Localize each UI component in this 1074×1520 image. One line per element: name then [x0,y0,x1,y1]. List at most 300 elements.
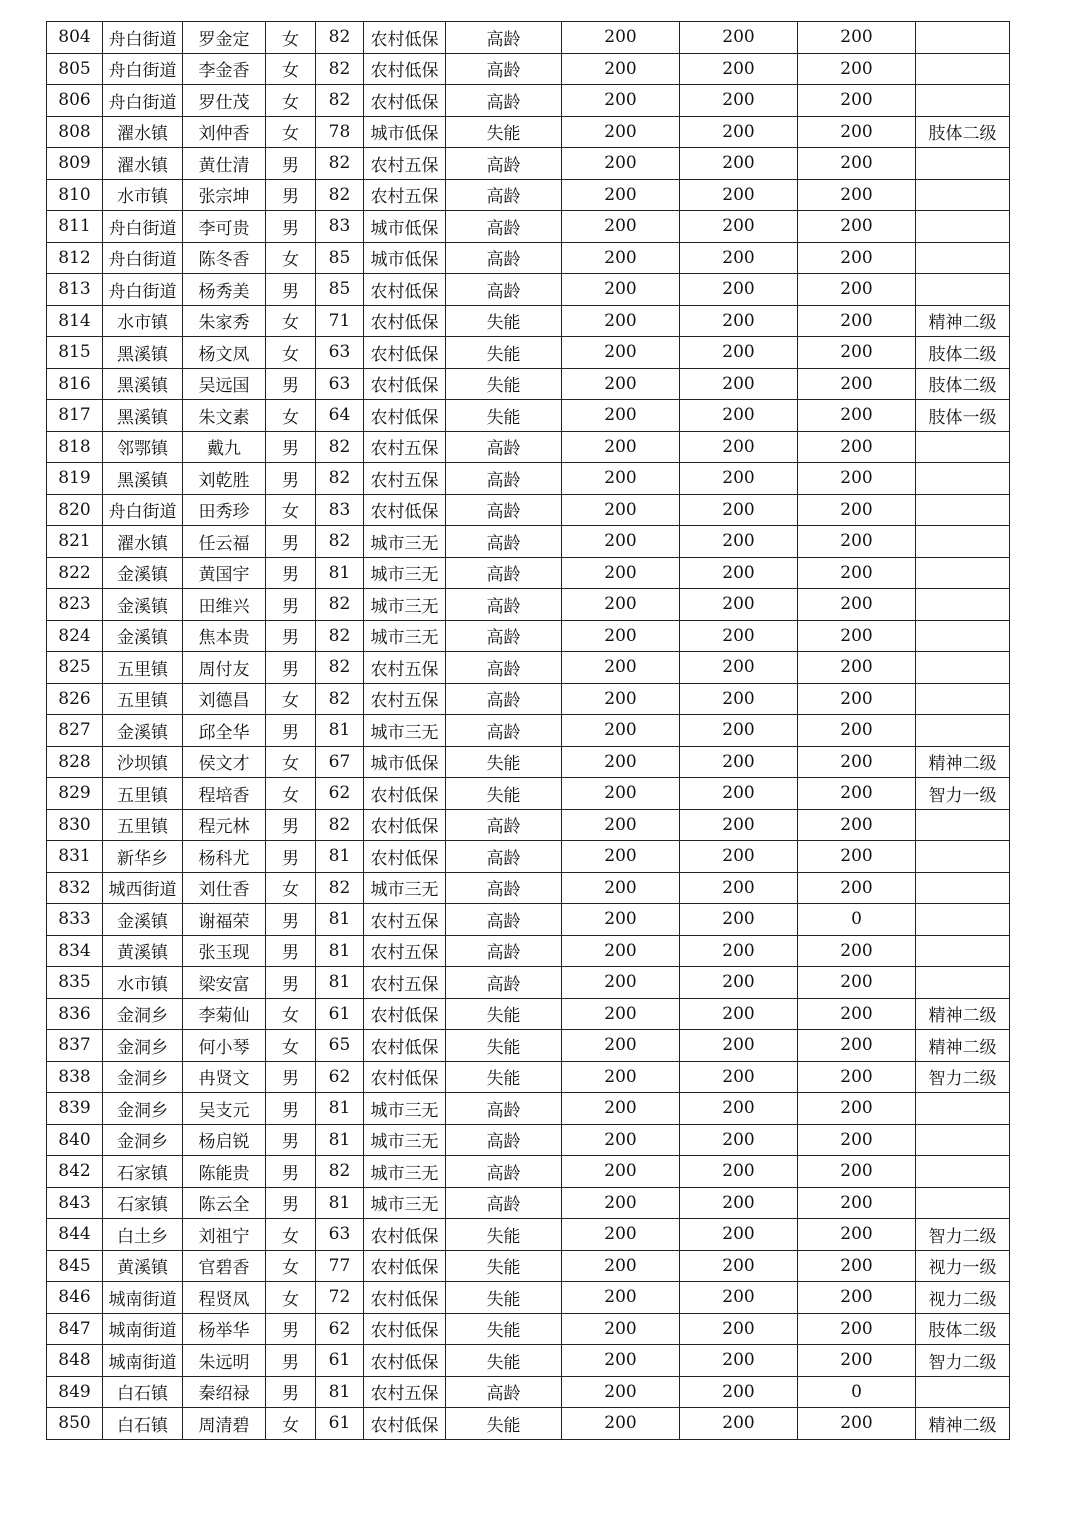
gender-cell: 男 [266,1061,316,1093]
serial-cell: 833 [47,904,103,936]
age-cell: 82 [316,22,364,54]
age-cell: 83 [316,494,364,526]
type-cell: 高龄 [446,620,562,652]
name-cell: 张玉现 [183,935,266,967]
amount-cell: 200 [562,1156,680,1188]
age-cell: 83 [316,211,364,243]
gender-cell: 男 [266,715,316,747]
type-cell: 高龄 [446,809,562,841]
amount-cell: 200 [562,841,680,873]
amount-cell: 200 [562,1061,680,1093]
amount-cell: 200 [798,1250,916,1282]
table-row [47,1187,1010,1219]
serial-cell: 821 [47,526,103,558]
amount-cell: 200 [562,1250,680,1282]
disability-cell [916,1093,1010,1125]
township-cell: 白石镇 [103,1408,183,1440]
category-cell: 农村低保 [364,998,446,1030]
amount-cell: 200 [680,589,798,621]
disability-cell [916,652,1010,684]
name-cell: 杨文凤 [183,337,266,369]
disability-cell [916,463,1010,495]
township-cell: 五里镇 [103,683,183,715]
name-cell: 刘祖宁 [183,1219,266,1251]
table-row [47,1124,1010,1156]
serial-cell: 848 [47,1345,103,1377]
table-row [47,809,1010,841]
disability-cell [916,211,1010,243]
table-row [47,148,1010,180]
serial-cell: 816 [47,368,103,400]
amount-cell: 200 [798,1124,916,1156]
disability-cell [916,557,1010,589]
amount-cell: 200 [562,116,680,148]
category-cell: 农村五保 [364,1376,446,1408]
township-cell: 舟白街道 [103,85,183,117]
township-cell: 石家镇 [103,1156,183,1188]
age-cell: 81 [316,967,364,999]
gender-cell: 男 [266,431,316,463]
disability-cell: 精神二级 [916,998,1010,1030]
type-cell: 失能 [446,1250,562,1282]
disability-cell: 精神二级 [916,746,1010,778]
amount-cell: 200 [680,1156,798,1188]
amount-cell: 200 [562,1093,680,1125]
disability-cell [916,620,1010,652]
category-cell: 农村低保 [364,1219,446,1251]
township-cell: 城南街道 [103,1282,183,1314]
disability-cell: 肢体二级 [916,1313,1010,1345]
name-cell: 陈云全 [183,1187,266,1219]
type-cell: 高龄 [446,683,562,715]
disability-cell: 智力一级 [916,778,1010,810]
age-cell: 82 [316,85,364,117]
name-cell: 杨秀美 [183,274,266,306]
disability-cell: 智力二级 [916,1061,1010,1093]
amount-cell: 200 [562,1282,680,1314]
township-cell: 濯水镇 [103,526,183,558]
amount-cell: 200 [798,22,916,54]
category-cell: 农村五保 [364,904,446,936]
township-cell: 金溪镇 [103,557,183,589]
serial-cell: 804 [47,22,103,54]
name-cell: 陈能贵 [183,1156,266,1188]
serial-cell: 839 [47,1093,103,1125]
category-cell: 城市三无 [364,557,446,589]
category-cell: 农村低保 [364,494,446,526]
gender-cell: 女 [266,1250,316,1282]
category-cell: 农村低保 [364,274,446,306]
type-cell: 失能 [446,998,562,1030]
amount-cell: 200 [798,274,916,306]
age-cell: 67 [316,746,364,778]
gender-cell: 男 [266,526,316,558]
type-cell: 高龄 [446,179,562,211]
amount-cell: 200 [562,305,680,337]
amount-cell: 200 [680,620,798,652]
township-cell: 濯水镇 [103,148,183,180]
amount-cell: 200 [680,463,798,495]
age-cell: 61 [316,998,364,1030]
disability-cell [916,431,1010,463]
amount-cell: 200 [562,589,680,621]
type-cell: 高龄 [446,935,562,967]
township-cell: 白土乡 [103,1219,183,1251]
name-cell: 杨举华 [183,1313,266,1345]
township-cell: 舟白街道 [103,274,183,306]
amount-cell: 200 [680,1219,798,1251]
table-row [47,431,1010,463]
township-cell: 金洞乡 [103,1030,183,1062]
serial-cell: 831 [47,841,103,873]
name-cell: 陈冬香 [183,242,266,274]
amount-cell: 200 [798,935,916,967]
serial-cell: 845 [47,1250,103,1282]
amount-cell: 200 [798,431,916,463]
gender-cell: 女 [266,1030,316,1062]
name-cell: 周付友 [183,652,266,684]
serial-cell: 838 [47,1061,103,1093]
amount-cell: 200 [562,557,680,589]
amount-cell: 200 [798,557,916,589]
gender-cell: 男 [266,1376,316,1408]
amount-cell: 200 [680,526,798,558]
amount-cell: 200 [562,211,680,243]
category-cell: 农村低保 [364,1345,446,1377]
disability-cell [916,1156,1010,1188]
table-row [47,935,1010,967]
disability-cell [916,1376,1010,1408]
township-cell: 邻鄂镇 [103,431,183,463]
age-cell: 85 [316,274,364,306]
serial-cell: 828 [47,746,103,778]
category-cell: 农村五保 [364,179,446,211]
gender-cell: 女 [266,305,316,337]
category-cell: 城市三无 [364,1187,446,1219]
serial-cell: 812 [47,242,103,274]
amount-cell: 200 [680,305,798,337]
disability-cell [916,494,1010,526]
type-cell: 高龄 [446,463,562,495]
name-cell: 吴远国 [183,368,266,400]
age-cell: 81 [316,935,364,967]
amount-cell: 200 [798,337,916,369]
age-cell: 81 [316,715,364,747]
disability-cell [916,715,1010,747]
amount-cell: 200 [562,53,680,85]
serial-cell: 826 [47,683,103,715]
amount-cell: 200 [562,1345,680,1377]
category-cell: 农村低保 [364,1313,446,1345]
serial-cell: 837 [47,1030,103,1062]
disability-cell [916,589,1010,621]
table-row [47,1030,1010,1062]
age-cell: 82 [316,652,364,684]
category-cell: 农村低保 [364,1282,446,1314]
amount-cell: 200 [798,148,916,180]
serial-cell: 819 [47,463,103,495]
serial-cell: 840 [47,1124,103,1156]
table-row [47,967,1010,999]
disability-cell [916,85,1010,117]
age-cell: 72 [316,1282,364,1314]
township-cell: 金洞乡 [103,1124,183,1156]
table-row [47,1093,1010,1125]
table-row [47,1376,1010,1408]
name-cell: 何小琴 [183,1030,266,1062]
age-cell: 81 [316,841,364,873]
amount-cell: 200 [798,652,916,684]
name-cell: 刘乾胜 [183,463,266,495]
category-cell: 城市低保 [364,211,446,243]
amount-cell: 200 [680,998,798,1030]
gender-cell: 男 [266,1313,316,1345]
serial-cell: 805 [47,53,103,85]
amount-cell: 200 [680,841,798,873]
gender-cell: 男 [266,1124,316,1156]
category-cell: 城市三无 [364,1124,446,1156]
category-cell: 农村五保 [364,683,446,715]
age-cell: 62 [316,1061,364,1093]
amount-cell: 200 [680,1124,798,1156]
amount-cell: 200 [798,368,916,400]
gender-cell: 男 [266,211,316,243]
category-cell: 农村低保 [364,809,446,841]
serial-cell: 808 [47,116,103,148]
township-cell: 五里镇 [103,809,183,841]
amount-cell: 200 [562,683,680,715]
type-cell: 高龄 [446,715,562,747]
amount-cell: 200 [680,1093,798,1125]
township-cell: 水市镇 [103,179,183,211]
table-row [47,1250,1010,1282]
name-cell: 张宗坤 [183,179,266,211]
amount-cell: 200 [562,368,680,400]
amount-cell: 200 [562,431,680,463]
category-cell: 农村低保 [364,400,446,432]
table-row [47,337,1010,369]
gender-cell: 女 [266,1282,316,1314]
type-cell: 失能 [446,1219,562,1251]
township-cell: 舟白街道 [103,242,183,274]
gender-cell: 男 [266,967,316,999]
age-cell: 82 [316,148,364,180]
category-cell: 农村低保 [364,1030,446,1062]
name-cell: 杨科尤 [183,841,266,873]
category-cell: 农村五保 [364,463,446,495]
gender-cell: 女 [266,998,316,1030]
amount-cell: 200 [562,998,680,1030]
name-cell: 刘仲香 [183,116,266,148]
type-cell: 失能 [446,1345,562,1377]
disability-cell [916,274,1010,306]
township-cell: 金洞乡 [103,1093,183,1125]
category-cell: 农村低保 [364,85,446,117]
age-cell: 81 [316,904,364,936]
amount-cell: 200 [562,652,680,684]
amount-cell: 200 [562,242,680,274]
amount-cell: 200 [798,53,916,85]
amount-cell: 0 [798,904,916,936]
age-cell: 82 [316,463,364,495]
amount-cell: 200 [798,1345,916,1377]
name-cell: 梁安富 [183,967,266,999]
table-row [47,274,1010,306]
table-row [47,463,1010,495]
township-cell: 水市镇 [103,967,183,999]
category-cell: 农村低保 [364,22,446,54]
category-cell: 城市低保 [364,242,446,274]
amount-cell: 200 [798,967,916,999]
name-cell: 黄仕清 [183,148,266,180]
amount-cell: 200 [680,494,798,526]
age-cell: 82 [316,1156,364,1188]
age-cell: 81 [316,557,364,589]
age-cell: 81 [316,1187,364,1219]
disability-cell [916,809,1010,841]
gender-cell: 女 [266,85,316,117]
gender-cell: 女 [266,1219,316,1251]
gender-cell: 女 [266,1408,316,1440]
type-cell: 高龄 [446,872,562,904]
amount-cell: 200 [680,715,798,747]
gender-cell: 男 [266,179,316,211]
type-cell: 高龄 [446,557,562,589]
age-cell: 85 [316,242,364,274]
table-row [47,22,1010,54]
gender-cell: 男 [266,1093,316,1125]
table-row [47,1408,1010,1440]
disability-cell: 肢体一级 [916,400,1010,432]
amount-cell: 200 [562,778,680,810]
amount-cell: 200 [798,1408,916,1440]
township-cell: 五里镇 [103,778,183,810]
township-cell: 城南街道 [103,1345,183,1377]
amount-cell: 200 [680,368,798,400]
gender-cell: 男 [266,652,316,684]
amount-cell: 200 [680,22,798,54]
table-row [47,368,1010,400]
gender-cell: 男 [266,904,316,936]
type-cell: 高龄 [446,967,562,999]
amount-cell: 200 [798,242,916,274]
amount-cell: 200 [798,998,916,1030]
serial-cell: 849 [47,1376,103,1408]
gender-cell: 女 [266,53,316,85]
serial-cell: 825 [47,652,103,684]
name-cell: 黄国宇 [183,557,266,589]
type-cell: 高龄 [446,841,562,873]
amount-cell: 200 [680,242,798,274]
gender-cell: 男 [266,557,316,589]
township-cell: 金溪镇 [103,589,183,621]
age-cell: 82 [316,589,364,621]
amount-cell: 200 [798,1313,916,1345]
age-cell: 77 [316,1250,364,1282]
township-cell: 新华乡 [103,841,183,873]
township-cell: 濯水镇 [103,116,183,148]
table-row [47,1282,1010,1314]
serial-cell: 810 [47,179,103,211]
amount-cell: 200 [562,1408,680,1440]
table-row [47,400,1010,432]
amount-cell: 200 [562,1313,680,1345]
amount-cell: 200 [680,1030,798,1062]
table-row [47,557,1010,589]
category-cell: 农村低保 [364,1250,446,1282]
amount-cell: 200 [562,809,680,841]
name-cell: 邱全华 [183,715,266,747]
name-cell: 戴九 [183,431,266,463]
township-cell: 金溪镇 [103,715,183,747]
table-row [47,998,1010,1030]
type-cell: 失能 [446,1408,562,1440]
disability-cell [916,179,1010,211]
name-cell: 朱文素 [183,400,266,432]
type-cell: 高龄 [446,652,562,684]
name-cell: 李可贵 [183,211,266,243]
disability-cell: 智力二级 [916,1219,1010,1251]
type-cell: 高龄 [446,1187,562,1219]
amount-cell: 200 [680,683,798,715]
amount-cell: 200 [798,589,916,621]
township-cell: 舟白街道 [103,22,183,54]
table-row [47,1313,1010,1345]
type-cell: 失能 [446,400,562,432]
disability-cell [916,242,1010,274]
township-cell: 城西街道 [103,872,183,904]
serial-cell: 827 [47,715,103,747]
serial-cell: 824 [47,620,103,652]
amount-cell: 200 [680,400,798,432]
table-row [47,683,1010,715]
amount-cell: 200 [798,1187,916,1219]
amount-cell: 200 [680,1187,798,1219]
name-cell: 李金香 [183,53,266,85]
type-cell: 高龄 [446,242,562,274]
township-cell: 金洞乡 [103,998,183,1030]
gender-cell: 女 [266,337,316,369]
gender-cell: 男 [266,1345,316,1377]
name-cell: 程贤凤 [183,1282,266,1314]
gender-cell: 男 [266,935,316,967]
amount-cell: 200 [562,904,680,936]
amount-cell: 200 [798,1156,916,1188]
amount-cell: 200 [562,148,680,180]
amount-cell: 200 [680,557,798,589]
township-cell: 金洞乡 [103,1061,183,1093]
serial-cell: 834 [47,935,103,967]
amount-cell: 200 [798,683,916,715]
name-cell: 刘德昌 [183,683,266,715]
amount-cell: 200 [798,305,916,337]
amount-cell: 200 [798,715,916,747]
age-cell: 81 [316,1124,364,1156]
name-cell: 焦本贵 [183,620,266,652]
amount-cell: 200 [680,935,798,967]
amount-cell: 200 [680,652,798,684]
age-cell: 82 [316,809,364,841]
gender-cell: 女 [266,778,316,810]
table-row [47,242,1010,274]
gender-cell: 女 [266,683,316,715]
age-cell: 82 [316,872,364,904]
amount-cell: 200 [798,1282,916,1314]
amount-cell: 200 [798,1030,916,1062]
category-cell: 农村五保 [364,935,446,967]
table-row [47,778,1010,810]
amount-cell: 200 [680,211,798,243]
